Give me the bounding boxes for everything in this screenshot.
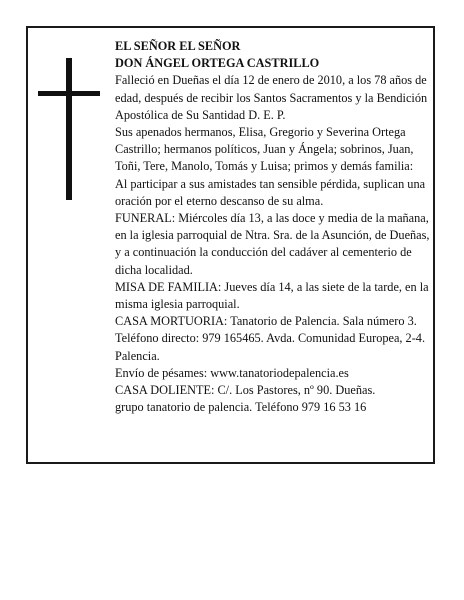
prayer-request: Al participar a sus amistades tan sensible pérdida, suplican una oración por el eterno descanso de su alma. [115, 176, 426, 208]
obituary-text [115, 38, 433, 416]
header-line-1: EL SEÑOR EL SEÑOR [115, 39, 241, 53]
cross-icon [66, 58, 72, 200]
deceased-name: DON ÁNGEL ORTEGA CASTRILLO [115, 56, 320, 71]
funeral-home-info: CASA MORTUORIA: Tanatorio de Palencia. Sala número 3. Teléfono directo: 979 165465. Avda. Comunidad Europea, 2-4. Palencia. [115, 314, 426, 363]
death-details: Falleció en Dueñas el día 12 de enero de 2010, a los 78 años de edad, después de recibir los Santos Sacramentos y la Bendición Apostólica de Su Santidad D. E. P. [115, 73, 428, 122]
cross-icon-bar [38, 91, 100, 96]
family-mass-info: MISA DE FAMILIA: Jueves día 14, a las siete de la tarde, en la misma iglesia parroquial. [115, 279, 429, 312]
family-home-info: CASA DOLIENTE: C/. Los Pastores, nº 90. Dueñas. [115, 383, 376, 398]
family-list: Sus apenados hermanos, Elisa, Gregorio y Severina Ortega Castrillo; hermanos políticos, Juan y Ángela; sobrinos, Juan, Toñi, Tere, Manolo, Tomás y Luisa; primos y demás familia: [115, 125, 414, 174]
group-contact-info: grupo tanatorio de palencia. Teléfono 979 16 53 16 [115, 400, 367, 415]
obituary-frame [26, 26, 435, 464]
condolences-info: Envío de pésames: www.tanatoriodepalencia.es [115, 365, 349, 380]
funeral-info: FUNERAL: Miércoles día 13, a las doce y media de la mañana, en la iglesia parroquial de Ntra. Sra. de la Asunción, de Dueñas, y a continuación la conducción del cadáver al cementerio de dicha localidad. [115, 211, 430, 277]
